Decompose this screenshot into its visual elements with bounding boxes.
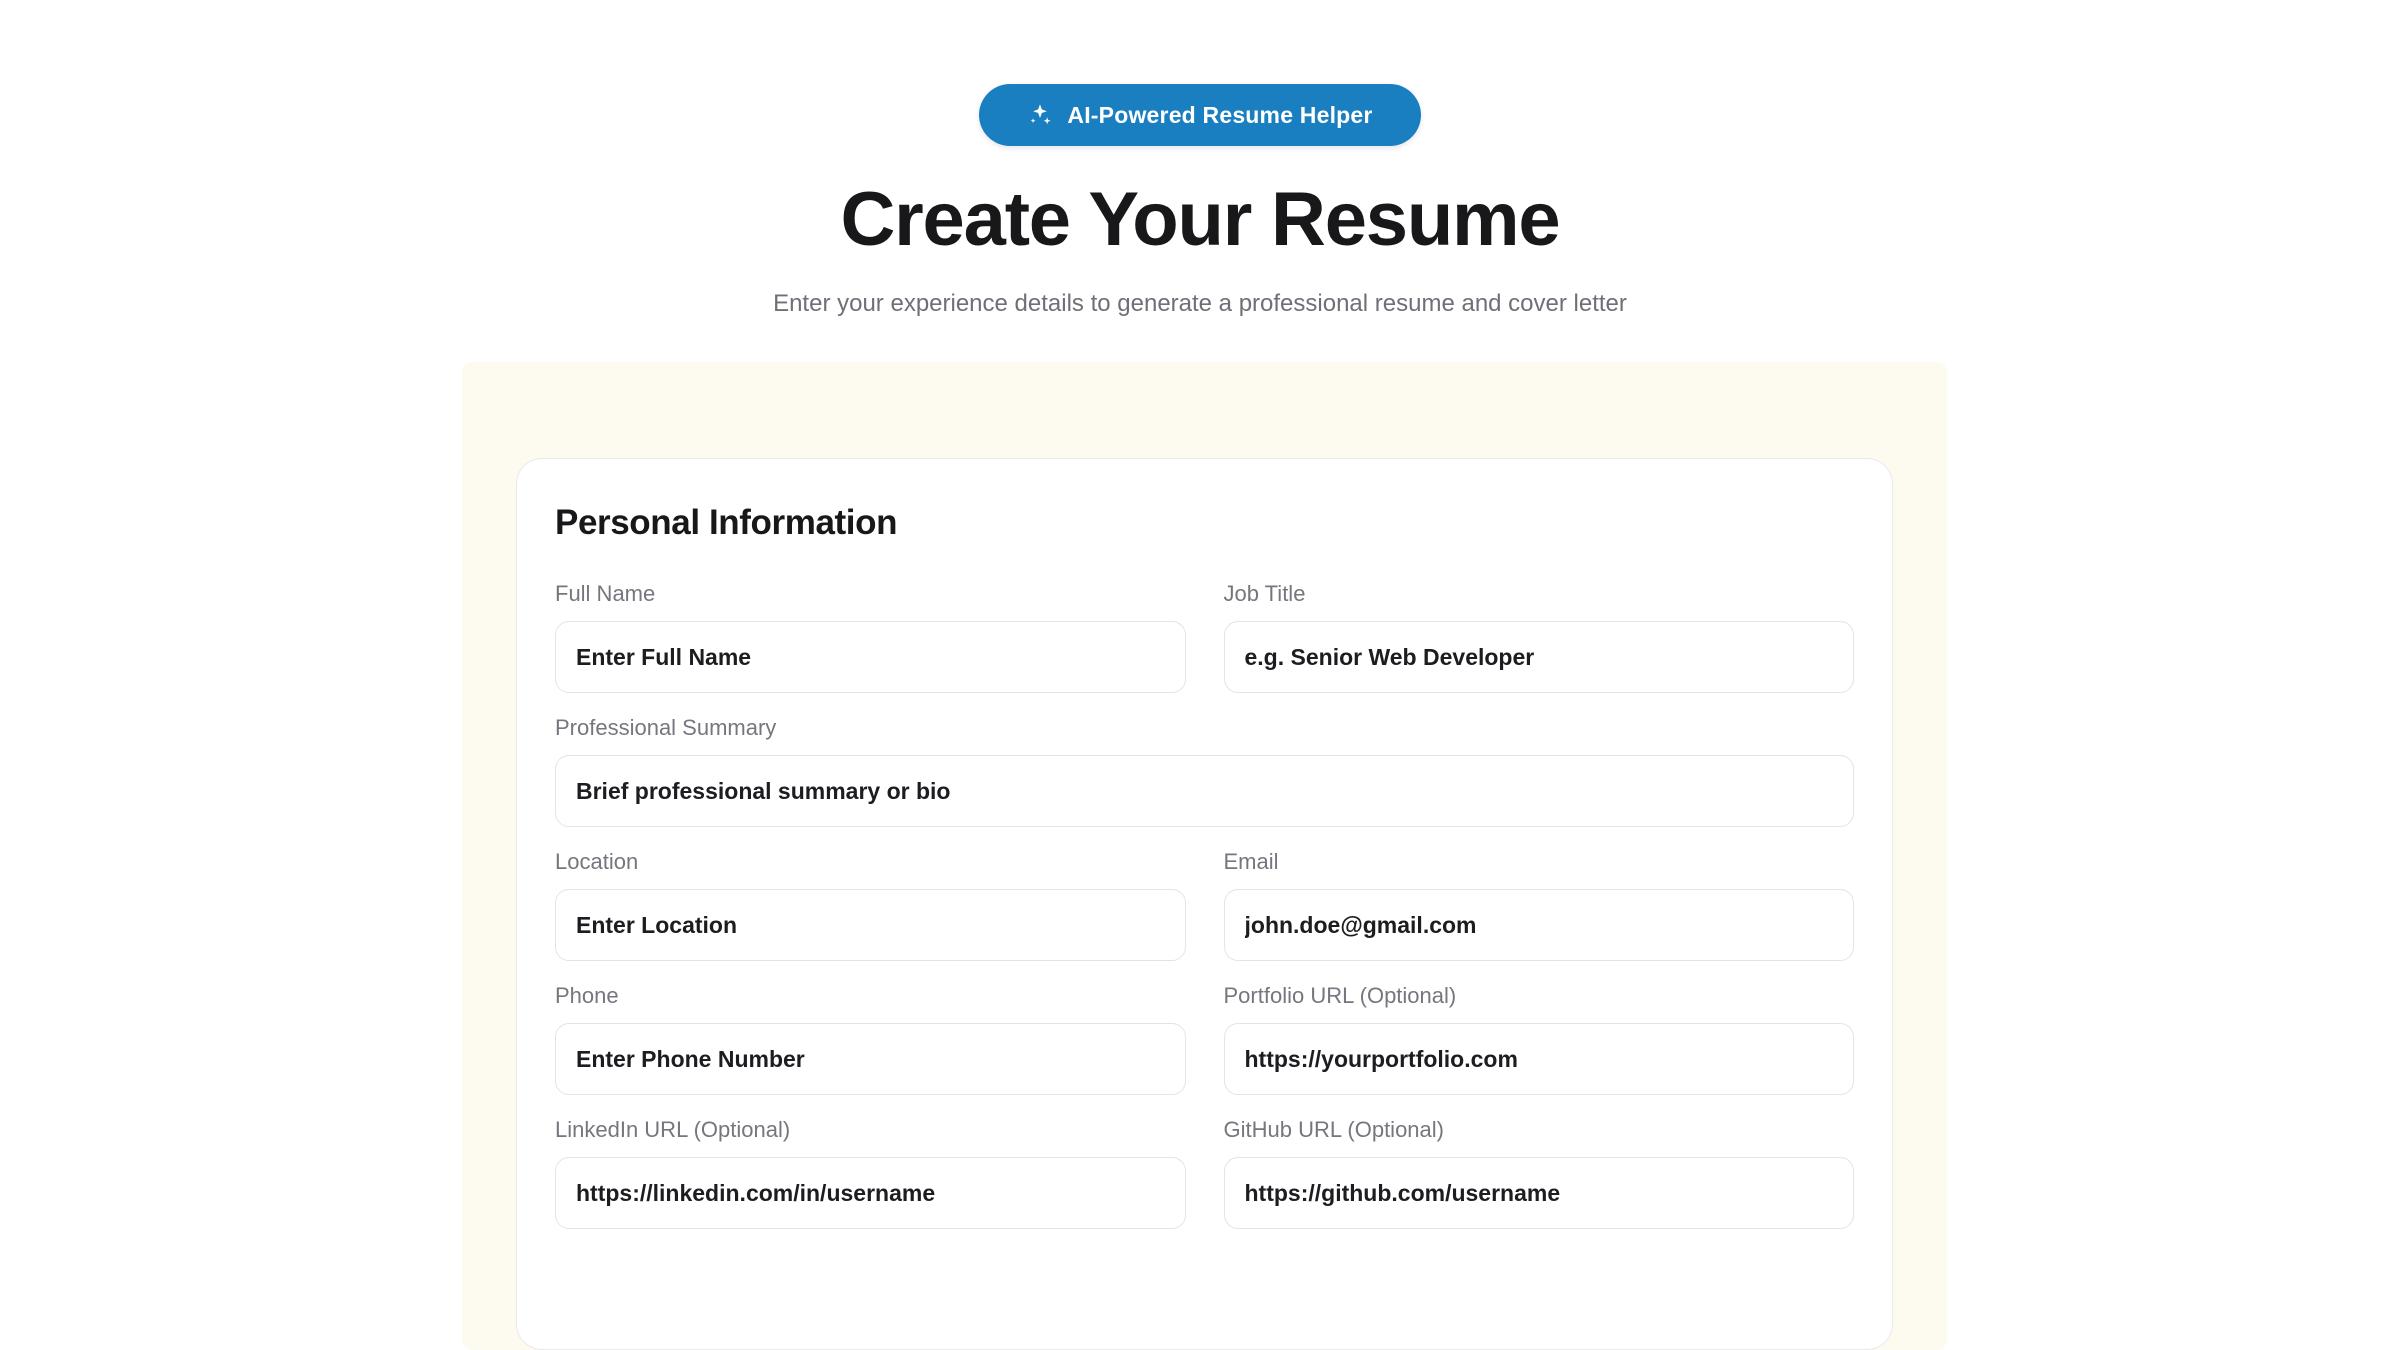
field-email <box>1224 849 1855 961</box>
field-job-title <box>1224 581 1855 693</box>
field-location <box>555 849 1186 961</box>
field-label-professional-summary: Professional Summary <box>555 715 777 740</box>
email-input[interactable] <box>1224 889 1855 961</box>
section-title-personal-information: Personal Information <box>555 503 898 542</box>
field-full-name <box>555 581 1186 693</box>
field-label-location: Location <box>555 849 639 874</box>
portfolio-url-input[interactable] <box>1224 1023 1855 1095</box>
page-header <box>0 0 2400 318</box>
field-label-portfolio-url: Portfolio URL (Optional) <box>1223 983 1457 1008</box>
page-subtitle: Enter your experience details to generate a professional resume and cover letter <box>773 289 1627 317</box>
full-name-input[interactable] <box>555 621 1186 693</box>
field-portfolio-url <box>1224 983 1855 1095</box>
location-input[interactable] <box>555 889 1186 961</box>
linkedin-url-input[interactable] <box>555 1157 1186 1229</box>
professional-summary-input[interactable] <box>555 755 1854 827</box>
personal-information-card <box>516 458 1893 1350</box>
field-linkedin-url <box>555 1117 1186 1229</box>
ai-resume-helper-badge-label: AI-Powered Resume Helper <box>1067 101 1373 128</box>
field-phone <box>555 983 1186 1095</box>
personal-information-field-grid <box>555 581 1854 1251</box>
field-label-github-url: GitHub URL (Optional) <box>1223 1117 1444 1142</box>
phone-input[interactable] <box>555 1023 1186 1095</box>
sparkle-icon <box>1027 102 1053 128</box>
field-label-job-title: Job Title <box>1223 581 1306 606</box>
page-title: Create Your Resume <box>840 177 1560 262</box>
field-label-phone: Phone <box>555 983 619 1008</box>
field-github-url <box>1224 1117 1855 1229</box>
field-label-email: Email <box>1223 849 1279 874</box>
field-label-full-name: Full Name <box>555 581 656 606</box>
job-title-input[interactable] <box>1224 621 1855 693</box>
github-url-input[interactable] <box>1224 1157 1855 1229</box>
ai-resume-helper-badge[interactable] <box>979 84 1420 146</box>
field-professional-summary <box>555 715 1854 827</box>
field-label-linkedin-url: LinkedIn URL (Optional) <box>555 1117 791 1142</box>
